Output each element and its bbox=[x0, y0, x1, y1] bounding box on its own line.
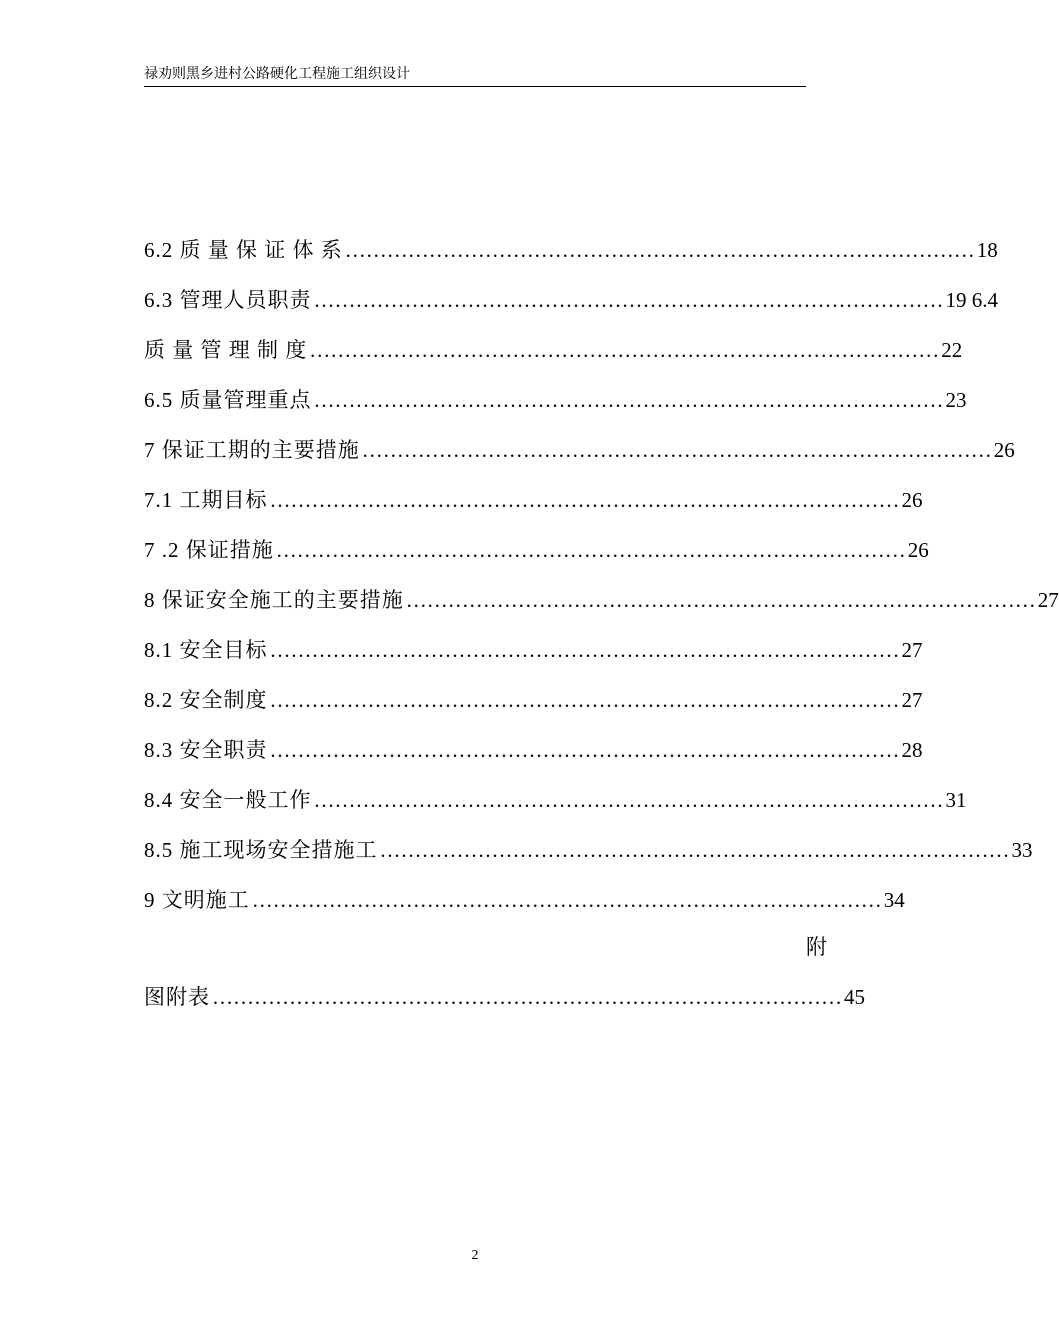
toc-leader-dots: ……………………………………………………………………………… bbox=[405, 588, 1036, 612]
toc-leader-dots: ……………………………………………………………………………… bbox=[344, 238, 975, 262]
toc-entry-title: 8 保证安全施工的主要措施 bbox=[144, 588, 404, 612]
toc-entry-page: 27 bbox=[901, 638, 923, 662]
toc-leader-dots: ……………………………………………………………………………… bbox=[313, 788, 944, 812]
toc-leader-dots: ……………………………………………………………………………… bbox=[269, 638, 900, 662]
toc-entry[interactable] bbox=[144, 333, 963, 367]
toc-entry-page: 23 bbox=[945, 388, 967, 412]
toc-entry-page: 26 bbox=[993, 438, 1015, 462]
toc-entry[interactable] bbox=[144, 833, 1033, 867]
toc-entry-title: 7 保证工期的主要措施 bbox=[144, 438, 360, 462]
toc-leader-dots: ……………………………………………………………………………… bbox=[269, 738, 900, 762]
toc-entry[interactable] bbox=[144, 633, 923, 667]
toc-entry-title: 6.5 质量管理重点 bbox=[144, 388, 312, 412]
toc-entry-page: 19 6.4 bbox=[945, 288, 998, 312]
toc-leader-dots: ……………………………………………………………………………… bbox=[379, 838, 1010, 862]
toc-leader-dots: ……………………………………………………………………………… bbox=[275, 538, 906, 562]
toc-entry-title: 8.2 安全制度 bbox=[144, 688, 268, 712]
toc-entry[interactable] bbox=[144, 383, 967, 417]
toc-entry[interactable] bbox=[144, 283, 998, 317]
toc-entry[interactable] bbox=[144, 683, 923, 717]
toc-entry[interactable] bbox=[144, 433, 1015, 467]
toc-entry-page: 33 bbox=[1011, 838, 1033, 862]
header-title: 禄劝则黑乡进村公路硬化工程施工组织设计 bbox=[144, 67, 410, 82]
toc-leader-dots: ……………………………………………………………………………… bbox=[313, 388, 944, 412]
toc-leader-dots: ……………………………………………………………………………… bbox=[212, 985, 842, 1009]
toc-entry[interactable] bbox=[144, 233, 998, 267]
toc-entry-title: 8.4 安全一般工作 bbox=[144, 788, 312, 812]
toc-entry-title: 8.1 安全目标 bbox=[144, 638, 268, 662]
toc-entry[interactable] bbox=[144, 783, 967, 817]
toc-entry[interactable] bbox=[144, 483, 923, 517]
document-header bbox=[144, 66, 806, 87]
toc-entry-page: 22 bbox=[941, 338, 963, 362]
toc-entry-page: 18 bbox=[976, 238, 998, 262]
toc-entry-page: 28 bbox=[901, 738, 923, 762]
toc-entry-page: 26 bbox=[907, 538, 929, 562]
toc-entry-page: 27 bbox=[1037, 588, 1059, 612]
toc-leader-dots: ……………………………………………………………………………… bbox=[269, 688, 900, 712]
annex-page: 45 bbox=[844, 985, 865, 1009]
toc-entry-annex[interactable] bbox=[144, 980, 865, 1014]
toc-entry-page: 27 bbox=[901, 688, 923, 712]
toc-entry-page: 34 bbox=[883, 888, 905, 912]
toc-entry-title: 9 文明施工 bbox=[144, 888, 250, 912]
toc-entry-page: 31 bbox=[945, 788, 967, 812]
toc-entry-title: 6.3 管理人员职责 bbox=[144, 288, 312, 312]
toc-entry-title: 8.3 安全职责 bbox=[144, 738, 268, 762]
toc-entry[interactable] bbox=[144, 533, 929, 567]
toc-leader-dots: ……………………………………………………………………………… bbox=[361, 438, 992, 462]
annex-title: 图附表 bbox=[144, 985, 210, 1009]
toc-entry-title: 7 .2 保证措施 bbox=[144, 538, 274, 562]
toc-entry[interactable] bbox=[144, 733, 923, 767]
toc-leader-dots: ……………………………………………………………………………… bbox=[313, 288, 944, 312]
toc-leader-dots: ……………………………………………………………………………… bbox=[269, 488, 900, 512]
toc-entry-title: 8.5 施工现场安全措施工 bbox=[144, 838, 378, 862]
toc-entry-title: 6.2 质 量 保 证 体 系 bbox=[144, 238, 343, 262]
toc-entry[interactable] bbox=[144, 583, 1059, 617]
toc-entry-page: 26 bbox=[901, 488, 923, 512]
toc-leader-dots: ……………………………………………………………………………… bbox=[251, 888, 882, 912]
toc-entry[interactable] bbox=[144, 883, 905, 917]
annex-label: 附 bbox=[806, 935, 827, 959]
page-number: 2 bbox=[471, 1248, 479, 1263]
toc-entry-title: 质 量 管 理 制 度 bbox=[144, 338, 308, 362]
toc-entry-title: 7.1 工期目标 bbox=[144, 488, 268, 512]
toc-leader-dots: ……………………………………………………………………………… bbox=[309, 338, 940, 362]
